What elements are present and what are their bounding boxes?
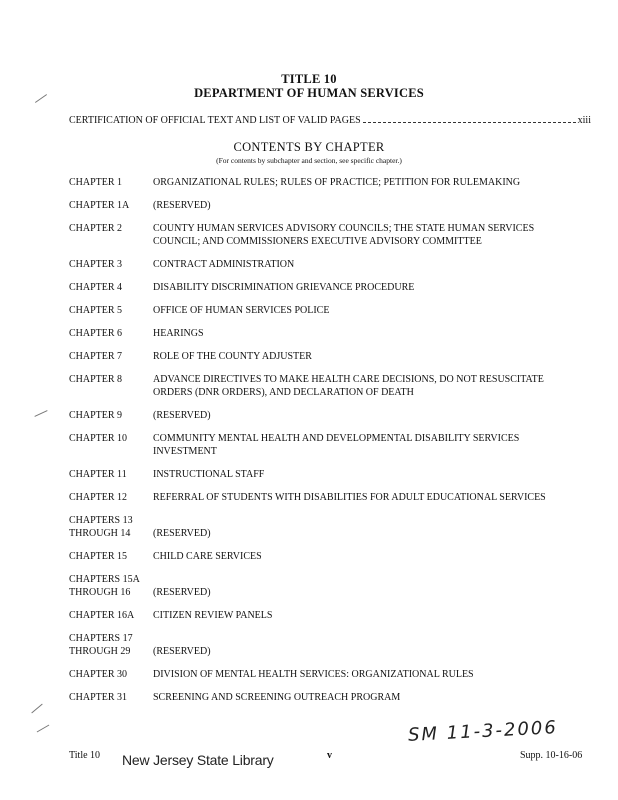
chapter-row [69,573,559,599]
chapter-number [69,668,153,681]
chapter-row [69,373,559,399]
supplement-date: Supp. 10-16-06 [520,750,583,761]
chapter-row [69,409,559,422]
chapter-label: CHAPTER 31 [69,692,128,703]
chapter-row [69,199,559,212]
chapter-row [69,550,559,563]
dot-leader [363,122,576,123]
chapter-label: CHAPTER 6 [69,328,123,339]
contents-heading: CONTENTS BY CHAPTER [233,140,385,154]
chapter-title: DISABILITY DISCRIMINATION GRIEVANCE PROCEDURE [153,282,415,293]
chapter-number [69,409,153,422]
chapter-title: ORGANIZATIONAL RULES; RULES OF PRACTICE; PETITION FOR RULEMAKING [153,177,521,188]
footer-title: Title 10 [69,750,101,761]
chapter-number [69,573,153,599]
chapter-number [69,350,153,363]
chapter-list [69,176,559,714]
chapter-label: CHAPTER 15 [69,551,128,562]
scan-mark [34,410,47,417]
chapter-row [69,432,559,458]
chapter-row [69,350,559,363]
chapter-title: (RESERVED) [153,200,211,211]
chapter-title: INSTRUCTIONAL STAFF [153,469,265,480]
chapter-label: CHAPTER 3 [69,259,123,270]
chapter-label: CHAPTER 1 [69,177,123,188]
page-number: v [327,750,332,761]
chapter-number [69,258,153,271]
chapter-title: (RESERVED) [153,587,211,598]
chapter-number [69,468,153,481]
chapter-number [69,550,153,563]
chapter-title: (RESERVED) [153,646,211,657]
scan-mark [31,704,42,714]
chapter-number [69,609,153,622]
chapter-label: CHAPTER 16A [69,610,135,621]
chapter-row [69,691,559,704]
scan-mark [37,725,50,733]
chapter-label: CHAPTER 7 [69,351,123,362]
chapter-label: CHAPTER 30 [69,669,128,680]
chapter-title: DIVISION OF MENTAL HEALTH SERVICES: ORGANIZATIONAL RULES [153,669,474,680]
chapter-row [69,491,559,504]
handwritten-annotation: SM 11-3-2006 [407,717,559,746]
contents-note: (For contents by subchapter and section, see specific chapter.) [216,156,402,165]
chapter-number [69,199,153,212]
chapter-title: SCREENING AND SCREENING OUTREACH PROGRAM [153,692,401,703]
chapter-row [69,304,559,317]
chapter-label: CHAPTER 11 [69,469,127,480]
chapter-label: THROUGH 29 [69,646,131,657]
chapter-title: CITIZEN REVIEW PANELS [153,610,273,621]
chapter-number [69,432,153,458]
chapter-row [69,258,559,271]
chapter-title: REFERRAL OF STUDENTS WITH DISABILITIES FOR ADULT EDUCATIONAL SERVICES [153,492,546,503]
chapter-title: (RESERVED) [153,528,211,539]
chapter-title: CONTRACT ADMINISTRATION [153,259,295,270]
chapter-number [69,491,153,504]
certification-line [69,115,591,126]
chapter-number [69,304,153,317]
certification-page: xiii [577,115,591,126]
document-title: TITLE 10 [281,72,337,86]
chapter-label: CHAPTER 4 [69,282,123,293]
chapter-number [69,632,153,658]
chapter-number [69,222,153,248]
chapter-title: HEARINGS [153,328,204,339]
chapter-row [69,609,559,622]
chapter-title: ROLE OF THE COUNTY ADJUSTER [153,351,312,362]
chapter-row [69,176,559,189]
chapter-label: CHAPTER 9 [69,410,123,421]
chapter-label: CHAPTER 1A [69,200,130,211]
chapter-label: THROUGH 16 [69,587,131,598]
chapter-number [69,691,153,704]
certification-text: CERTIFICATION OF OFFICIAL TEXT AND LIST OF VALID PAGES [69,115,361,126]
chapter-label: CHAPTERS 17 [69,633,133,644]
chapter-number [69,281,153,294]
chapter-number [69,327,153,340]
chapter-title: COUNTY HUMAN SERVICES ADVISORY COUNCILS; THE STATE HUMAN SERVICES COUNCIL; AND COMMISSIONERS EXECUTIVE ADVISORY COMMITTEE [153,223,535,247]
chapter-row [69,327,559,340]
chapter-row [69,281,559,294]
chapter-label: CHAPTER 2 [69,223,123,234]
chapter-label: CHAPTERS 15A [69,574,140,585]
library-stamp: New Jersey State Library [122,752,274,768]
chapter-number [69,176,153,189]
chapter-title: (RESERVED) [153,410,211,421]
chapter-row [69,468,559,481]
chapter-label: THROUGH 14 [69,528,131,539]
chapter-label: CHAPTER 12 [69,492,128,503]
chapter-number [69,373,153,399]
chapter-label: CHAPTER 10 [69,433,128,444]
department-name: DEPARTMENT OF HUMAN SERVICES [194,86,424,100]
chapter-row [69,514,559,540]
chapter-title: COMMUNITY MENTAL HEALTH AND DEVELOPMENTAL DISABILITY SERVICES INVESTMENT [153,433,520,457]
chapter-row [69,632,559,658]
chapter-row [69,222,559,248]
chapter-label: CHAPTERS 13 [69,515,133,526]
chapter-title: ADVANCE DIRECTIVES TO MAKE HEALTH CARE DECISIONS, DO NOT RESUSCITATE ORDERS (DNR ORDERS), AND DECLARATION OF DEATH [153,374,544,398]
chapter-label: CHAPTER 5 [69,305,123,316]
chapter-title: CHILD CARE SERVICES [153,551,262,562]
chapter-label: CHAPTER 8 [69,374,123,385]
chapter-row [69,668,559,681]
chapter-number [69,514,153,540]
chapter-title: OFFICE OF HUMAN SERVICES POLICE [153,305,330,316]
